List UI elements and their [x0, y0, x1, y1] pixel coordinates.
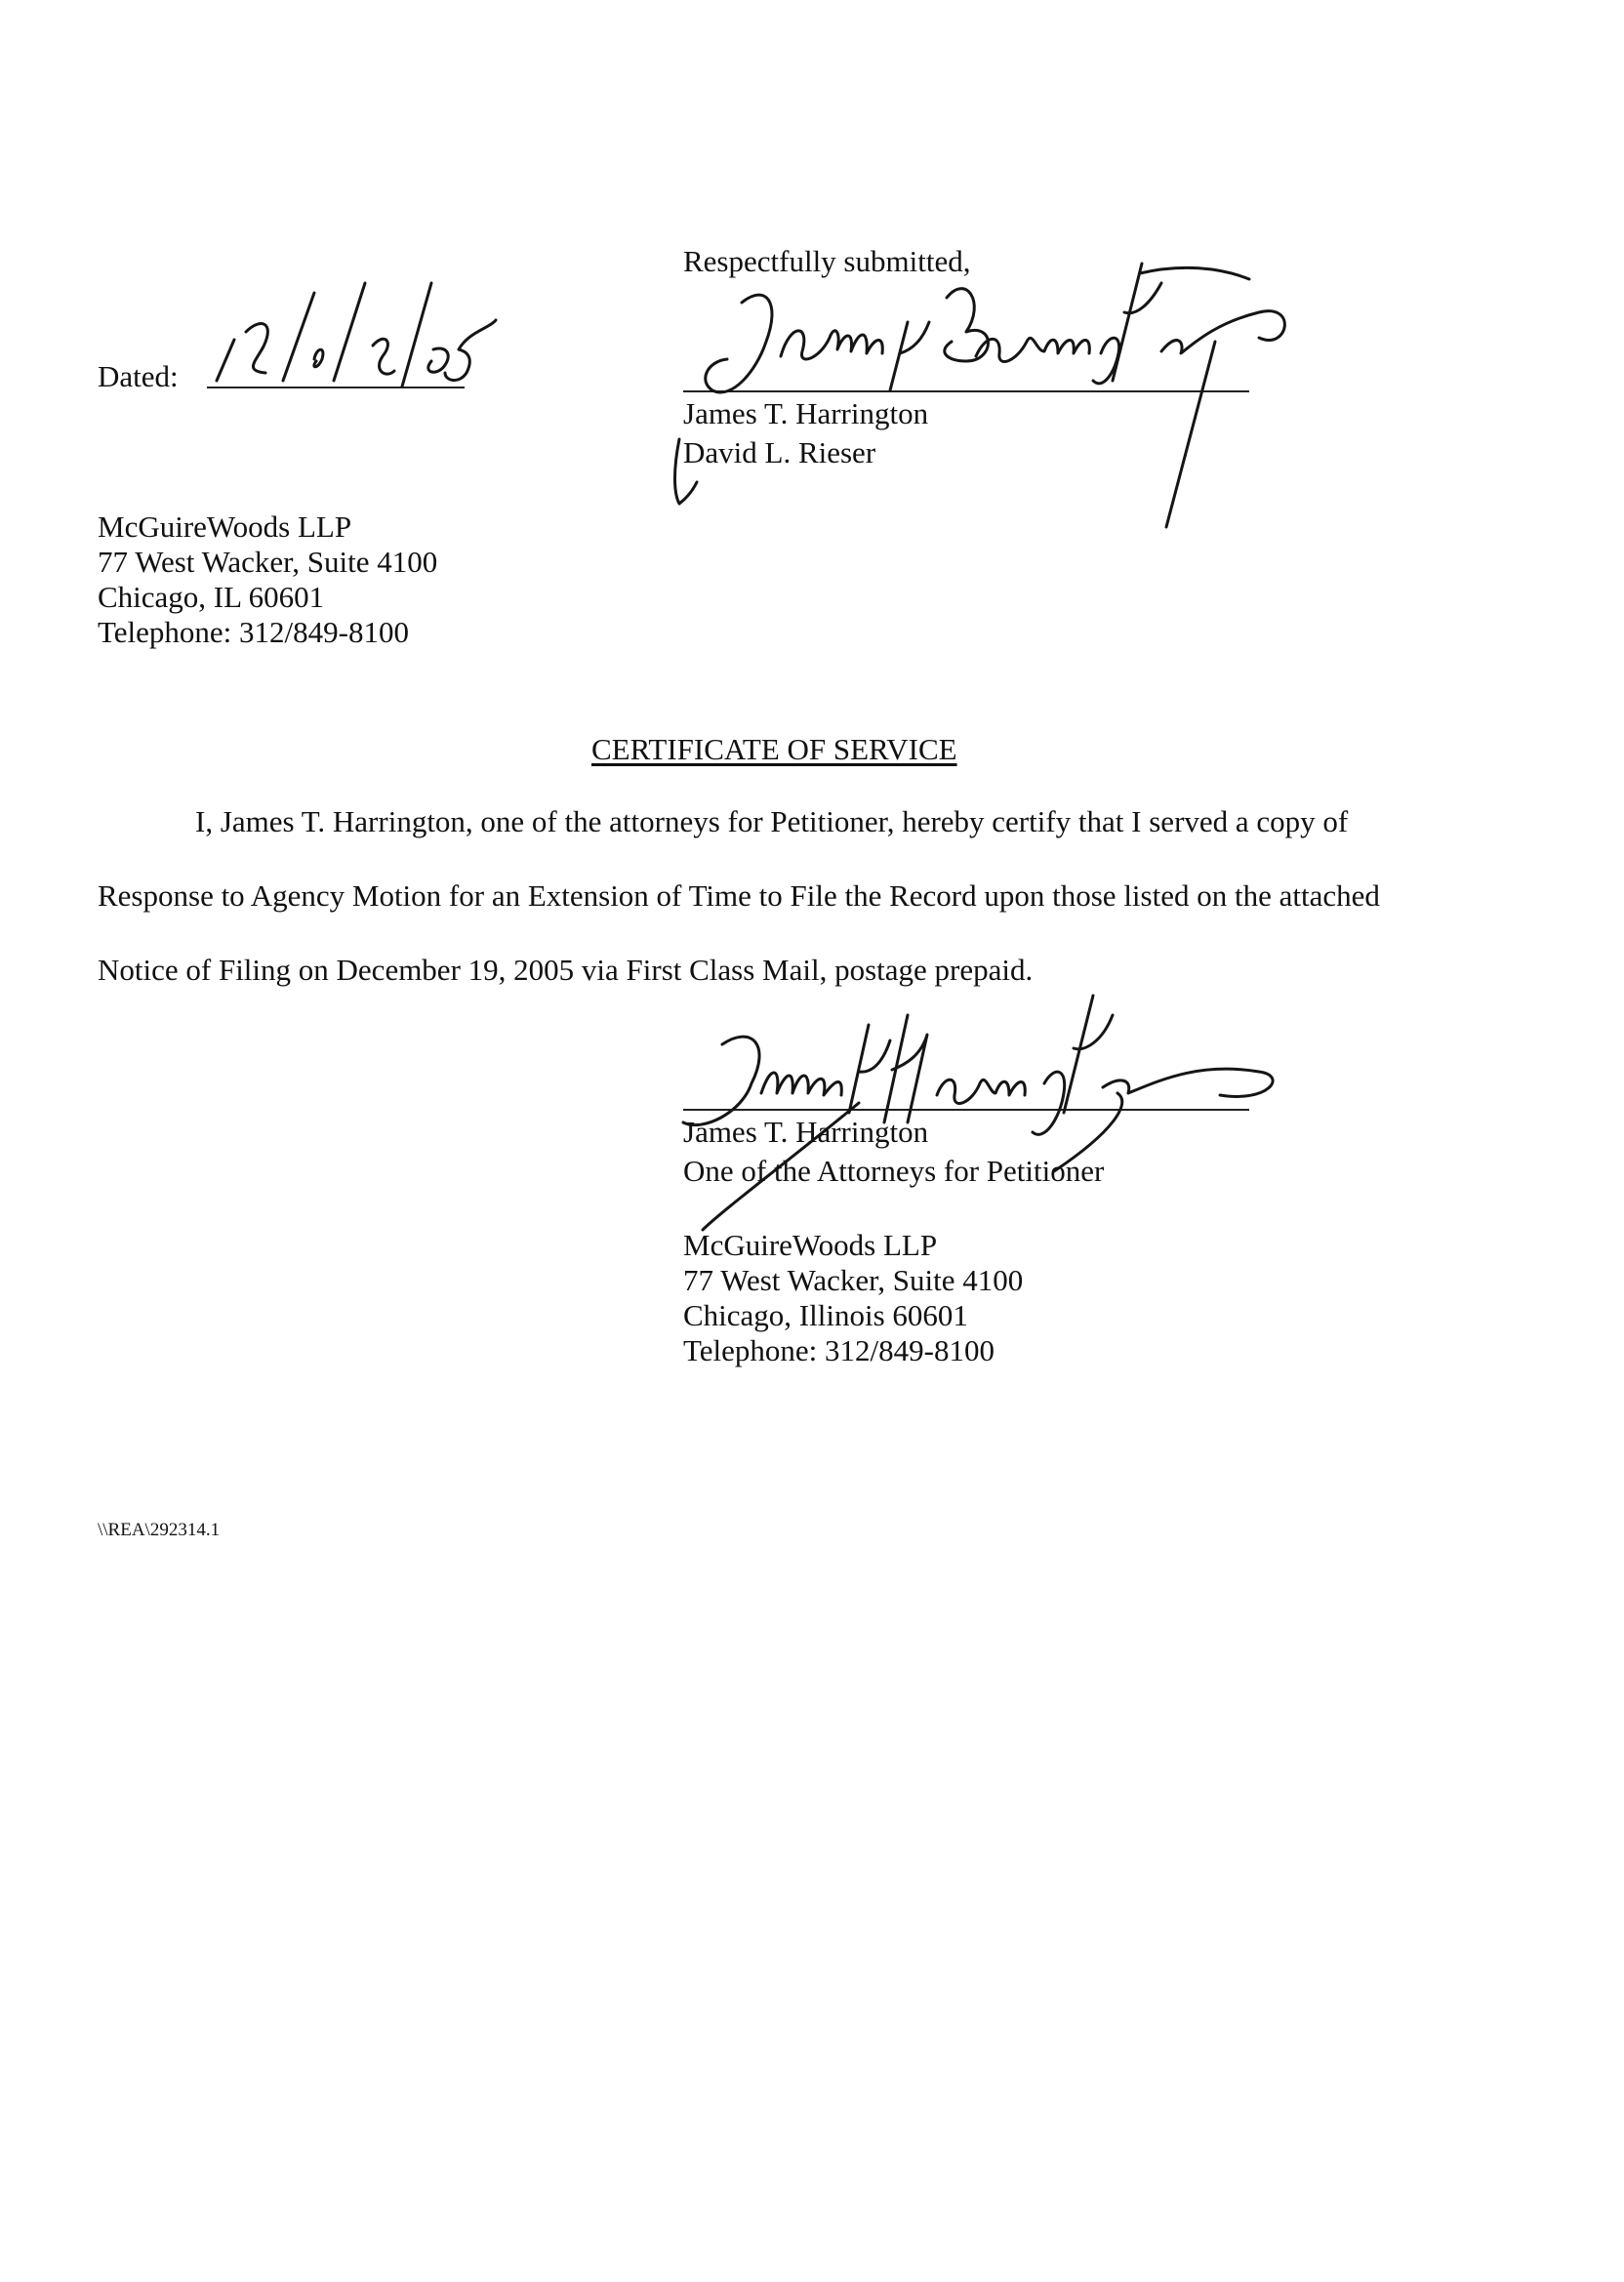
firm-1-phone: Telephone: 312/849-8100 [98, 615, 409, 649]
handwritten-date [207, 264, 500, 400]
certificate-line-1: I, James T. Harrington, one of the attorneys for Petitioner, hereby certify that I served a copy of [195, 804, 1349, 838]
document-id: \\REA\292314.1 [98, 1520, 221, 1540]
firm-1-name: McGuireWoods LLP [98, 509, 352, 544]
certificate-line-2: Response to Agency Motion for an Extension of Time to File the Record upon those listed on the attached [98, 878, 1380, 913]
certifier-name: James T. Harrington [683, 1115, 929, 1149]
attorney-name-2: David L. Rieser [683, 435, 876, 469]
attorney-name-1: James T. Harrington [683, 396, 929, 430]
initial-mark [664, 429, 722, 508]
firm-2-address: 77 West Wacker, Suite 4100 [683, 1263, 1024, 1297]
dated-label: Dated: [98, 359, 179, 393]
certificate-title: CERTIFICATE OF SERVICE [591, 732, 957, 766]
certificate-line-3: Notice of Filing on December 19, 2005 via First Class Mail, postage prepaid. [98, 953, 1034, 987]
firm-2-phone: Telephone: 312/849-8100 [683, 1333, 995, 1367]
certifier-role: One of the Attorneys for Petitioner [683, 1154, 1105, 1188]
respectfully-submitted: Respectfully submitted, [683, 244, 971, 278]
firm-2-name: McGuireWoods LLP [683, 1228, 938, 1262]
firm-1-city: Chicago, IL 60601 [98, 580, 325, 614]
attorney-signature-1 [673, 244, 1298, 517]
firm-1-address: 77 West Wacker, Suite 4100 [98, 545, 438, 579]
firm-2-city: Chicago, Illinois 60601 [683, 1298, 968, 1332]
